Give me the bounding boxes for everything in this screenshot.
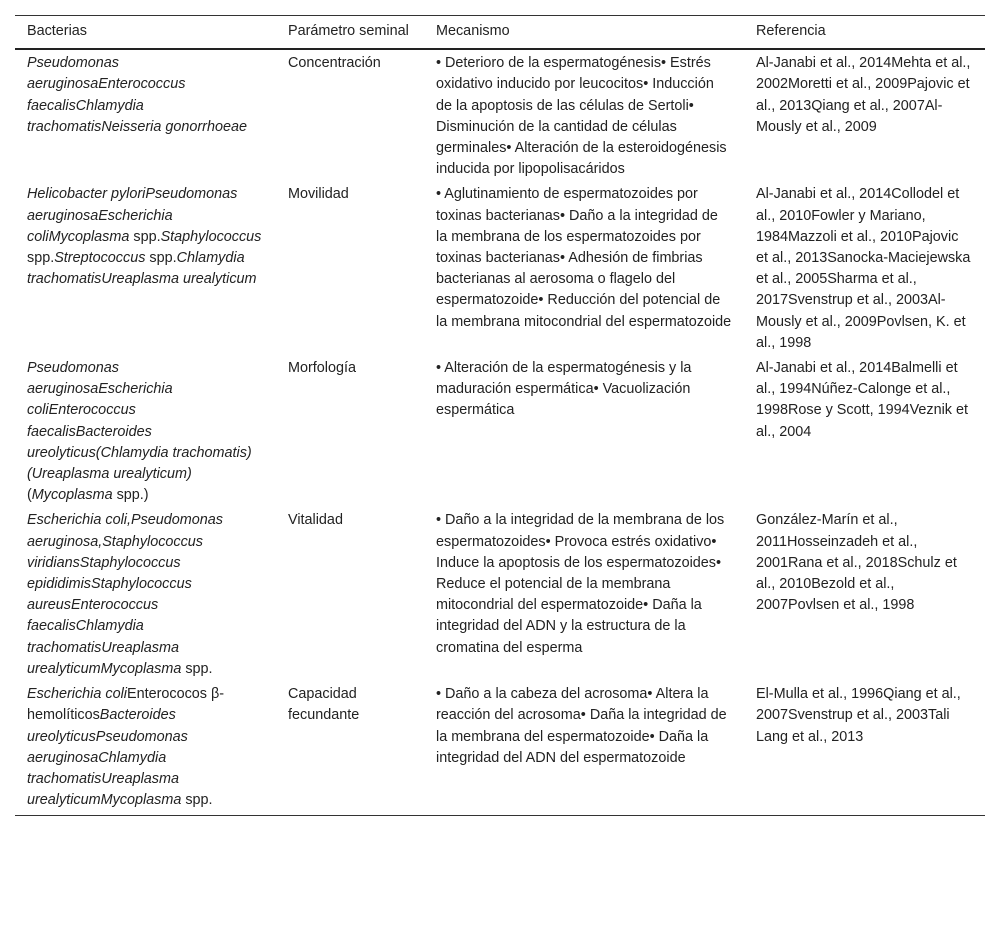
cell-referencia: González-Marín et al., 2011Hosseinzadeh et al., 2001Rana et al., 2018Schulz et al., 2010Bezold et al., 2007Povlsen et al., 1998	[756, 512, 957, 614]
bacteria-text: Pseudomonas aeruginosaEnterococcus faecalisChlamydia trachomatisNeisseria gonorrhoeae	[27, 55, 247, 135]
cell-referencia: Al-Janabi et al., 2014Balmelli et al., 1994Núñez-Calonge et al., 1998Rose y Scott, 1994Veznik et al., 2004	[756, 360, 969, 440]
bacteria-text: Escherichia coli,Pseudomonas aeruginosa,Staphylococcus viridiansStaphylococcus epididimisStaphylococcus aureusEnterococcus faecalisChlamydia trachomatisUreaplasma urealyticumMycoplasma	[27, 512, 223, 677]
cell-bacterias	[15, 49, 276, 181]
cell-mecanismo: • Aglutinamiento de espermatozoides por toxinas bacterianas• Daño a la integridad de la membrana de los espermatozoides por toxinas bacterianas• Adhesión de fimbrias bacterianas al aerosoma o flagelo del espermatozoide• Reducción del potencial de la membrana mitocondrial del espermatozoide	[436, 186, 732, 330]
cell-bacterias	[15, 507, 276, 681]
table-row	[15, 181, 985, 355]
bacteria-text: Escherichia coli	[27, 686, 127, 703]
header-bacterias: Bacterias	[15, 16, 276, 50]
bacteria-text: spp.	[181, 792, 213, 809]
cell-mecanismo: • Alteración de la espermatogénesis y la maduración espermática• Vacuolización espermática	[436, 360, 692, 419]
cell-referencia: El-Mulla et al., 1996Qiang et al., 2007Svenstrup et al., 2003Tali Lang et al., 2013	[744, 681, 985, 816]
bacteria-text: spp.	[181, 660, 213, 677]
cell-mecanismo: • Deterioro de la espermatogénesis• Estrés oxidativo inducido por leucocitos• Inducción de la apoptosis de las células de Sertoli• Disminución de la cantidad de células germinales• Alteración de la esteroidogénesis inducida por lipopolisacáridos	[436, 55, 727, 178]
cell-bacterias	[15, 681, 276, 816]
bacteria-text: Streptococcus	[54, 250, 146, 267]
cell-referencia: Al-Janabi et al., 2014Mehta et al., 2002Moretti et al., 2009Pajovic et al., 2013Qiang et al., 2007Al-Mously et al., 2009	[756, 55, 971, 135]
bacteria-text: (	[27, 487, 32, 504]
bacteria-text: spp.	[145, 250, 177, 267]
table-row	[15, 355, 985, 507]
cell-parametro: Concentración	[288, 55, 381, 72]
cell-parametro: Morfología	[288, 360, 356, 377]
cell-bacterias	[15, 181, 276, 355]
bacteria-text: Staphylococcus	[160, 228, 262, 245]
cell-bacterias	[15, 355, 276, 507]
bacteria-text: Bacteroides ureolyticusPseudomonas aeruginosaChlamydia trachomatisUreaplasma urealyticumMycoplasma	[27, 707, 188, 809]
bacteria-text: Mycoplasma	[31, 487, 113, 504]
bacteria-semen-table	[15, 15, 985, 816]
cell-referencia: Al-Janabi et al., 2014Collodel et al., 2010Fowler y Mariano, 1984Mazzoli et al., 2010Pajovic et al., 2013Sanocka-Maciejewska et al., 2005Sharma et al., 2017Svenstrup et al., 2003Al-Mously et al., 2009Povlsen, K. et al., 1998	[756, 186, 971, 351]
bacteria-text: Helicobacter pyloriPseudomonas aeruginosaEscherichia coliMycoplasma	[27, 186, 238, 245]
cell-parametro: Capacidad fecundante	[276, 681, 424, 816]
cell-parametro: Movilidad	[288, 186, 349, 203]
bacteria-text: Chlamydia trachomatisUreaplasma urealyticum	[27, 250, 257, 288]
bacteria-text: Enterococos β-hemolíticos	[27, 686, 225, 724]
header-parametro: Parámetro seminal	[276, 16, 424, 50]
table-row	[15, 681, 985, 816]
cell-parametro: Vitalidad	[288, 512, 343, 529]
bacteria-text: Pseudomonas aeruginosaEscherichia coliEnterococcus faecalisBacteroides ureolyticus(Chlamydia trachomatis)(Ureaplasma urealyticum)	[27, 360, 252, 483]
bacteria-text: spp.	[129, 228, 161, 245]
cell-mecanismo: • Daño a la integridad de la membrana de los espermatozoides• Provoca estrés oxidativo• Induce la apoptosis de los espermatozoides• Reduce el potencial de la membrana mitocondrial del espermatozoide• Daña la integridad del ADN y la estructura de la cromatina del esperma	[436, 512, 725, 656]
bacteria-text: spp.	[27, 250, 55, 267]
table-header-row	[15, 16, 985, 50]
bacteria-text: spp.)	[112, 487, 149, 504]
header-mecanismo: Mecanismo	[424, 16, 744, 50]
table-row	[15, 49, 985, 181]
cell-mecanismo: • Daño a la cabeza del acrosoma• Altera la reacción del acrosoma• Daña la integridad de la membrana del espermatozoide• Daña la integridad del ADN del espermatozoide	[424, 681, 744, 816]
table-row	[15, 507, 985, 681]
header-referencia: Referencia	[744, 16, 985, 50]
